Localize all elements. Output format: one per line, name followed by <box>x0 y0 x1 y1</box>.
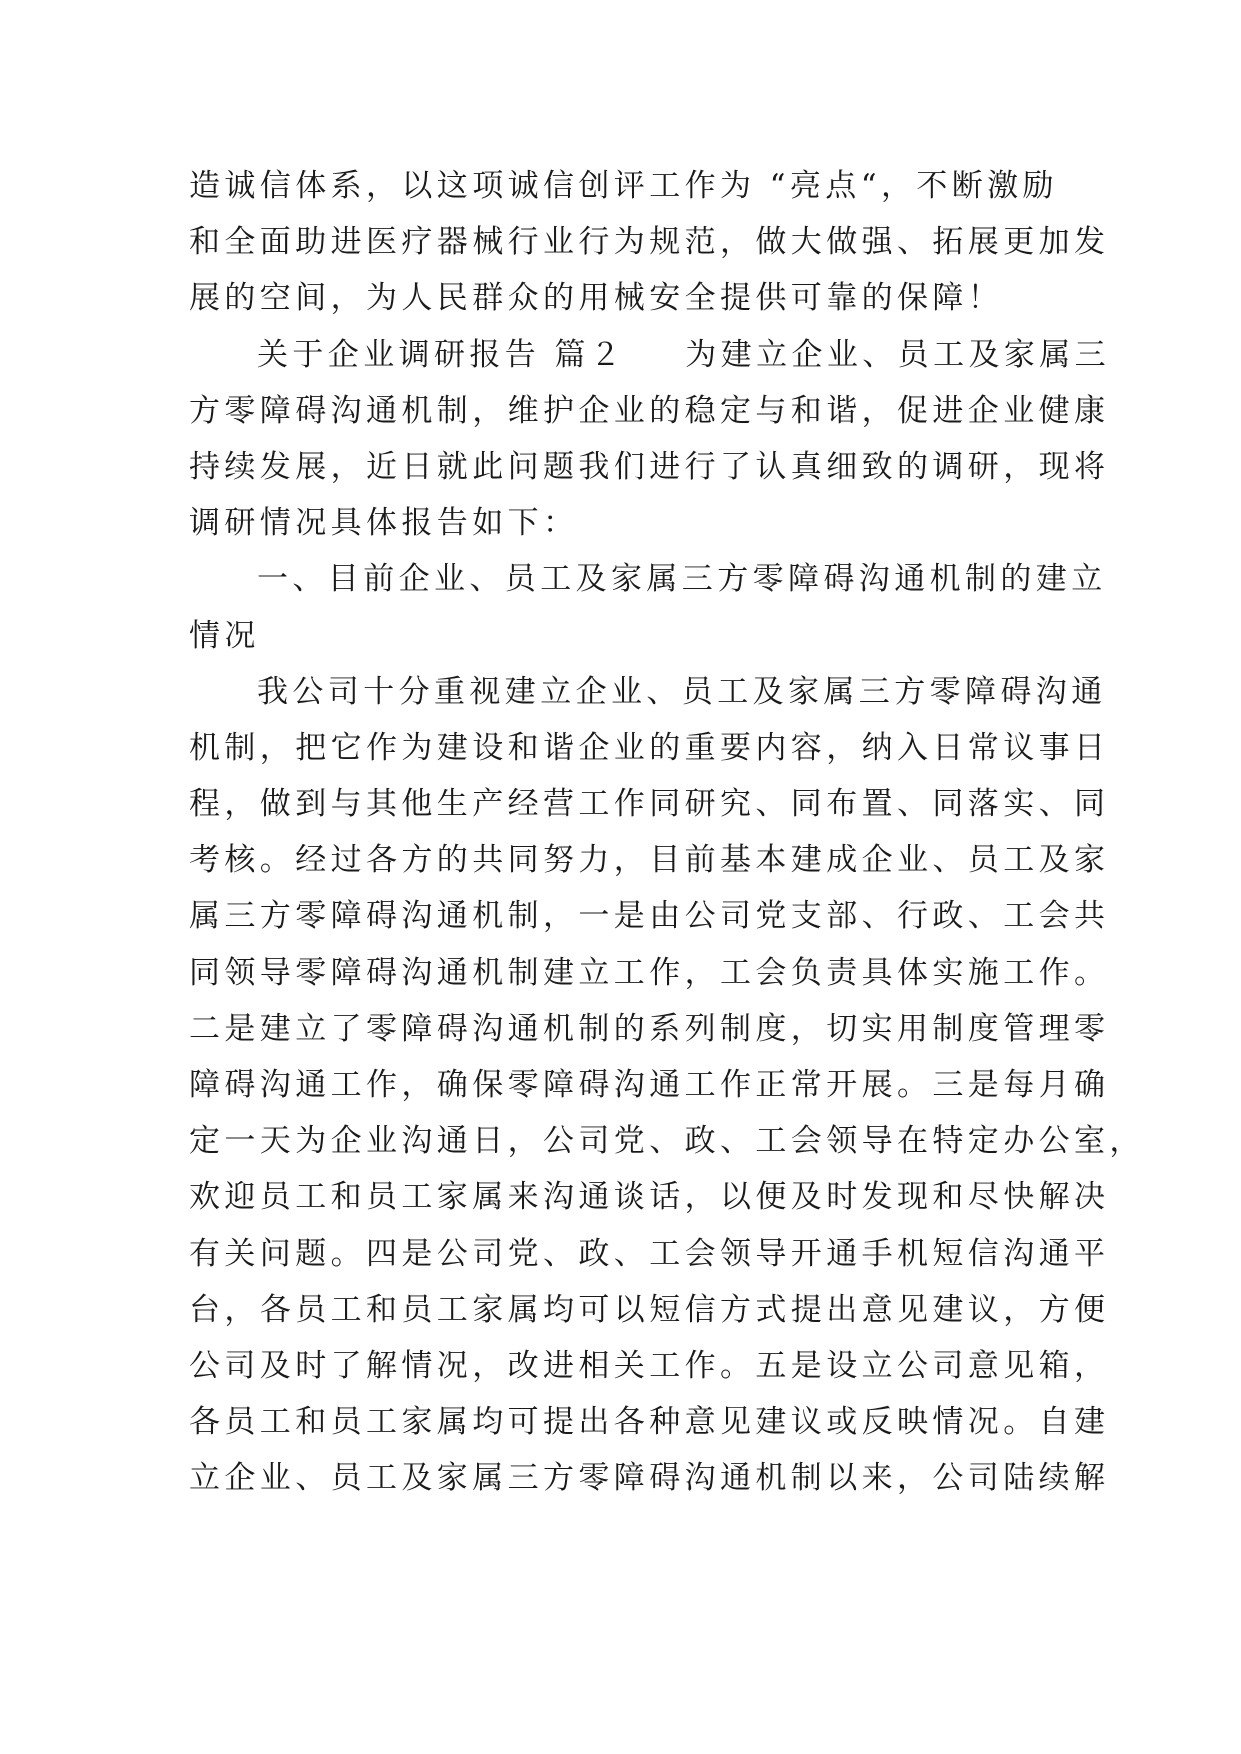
paragraph-start-line: 我公司十分重视建立企业、员工及家属三方零障碍沟通 <box>257 673 1107 710</box>
text-line: 考核。经过各方的共同努力，目前基本建成企业、员工及家 <box>189 842 1110 879</box>
text-line: 立企业、员工及家属三方零障碍沟通机制以来，公司陆续解 <box>189 1460 1110 1497</box>
text-line: 展的空间，为人民群众的用械安全提供可靠的保障！ <box>189 280 1004 317</box>
text-line: 各员工和员工家属均可提出各种意见建议或反映情况。自建 <box>189 1404 1110 1441</box>
text-line: 情况 <box>189 617 260 654</box>
text-line: 公司及时了解情况，改进相关工作。五是设立公司意见箱， <box>189 1347 1110 1384</box>
subheading-line: 一、目前企业、员工及家属三方零障碍沟通机制的建立 <box>257 561 1107 598</box>
text-line: 程，做到与其他生产经营工作同研究、同布置、同落实、同 <box>189 786 1110 823</box>
text-line: 定一天为企业沟通日，公司党、政、工会领导在特定办公室， <box>189 1123 1145 1160</box>
document-body <box>189 158 1145 1507</box>
text-line: 持续发展，近日就此问题我们进行了认真细致的调研，现将 <box>189 448 1110 485</box>
text-line: 同领导零障碍沟通机制建立工作，工会负责具体实施工作。 <box>189 954 1110 991</box>
text-line: 欢迎员工和员工家属来沟通谈话，以便及时发现和尽快解决 <box>189 1179 1110 1216</box>
text-fragment: 为建立企业、员工及家属三 <box>685 336 1111 373</box>
text-line: 造诚信体系，以这项诚信创评工作为 “亮点“，不断激励 <box>189 168 1058 204</box>
text-line: 属三方零障碍沟通机制，一是由公司党支部、行政、工会共 <box>189 898 1110 935</box>
text-line: 方零障碍沟通机制，维护企业的稳定与和谐，促进企业健康 <box>189 392 1110 429</box>
text-line: 障碍沟通工作，确保零障碍沟通工作正常开展。三是每月确 <box>189 1067 1110 1103</box>
text-line: 调研情况具体报告如下： <box>189 505 579 542</box>
section-title: 关于企业调研报告 篇２ <box>257 336 626 373</box>
text-line: 和全面助进医疗器械行业行为规范，做大做强、拓展更加发 <box>189 224 1110 261</box>
text-line: 台，各员工和员工家属均可以短信方式提出意见建议，方便 <box>189 1291 1110 1328</box>
text-line: 机制，把它作为建设和谐企业的重要内容，纳入日常议事日 <box>189 729 1110 766</box>
text-line: 有关问题。四是公司党、政、工会领导开通手机短信沟通平 <box>189 1235 1110 1272</box>
text-line: 二是建立了零障碍沟通机制的系列制度，切实用制度管理零 <box>189 1010 1110 1047</box>
section-heading-line <box>189 327 1111 383</box>
